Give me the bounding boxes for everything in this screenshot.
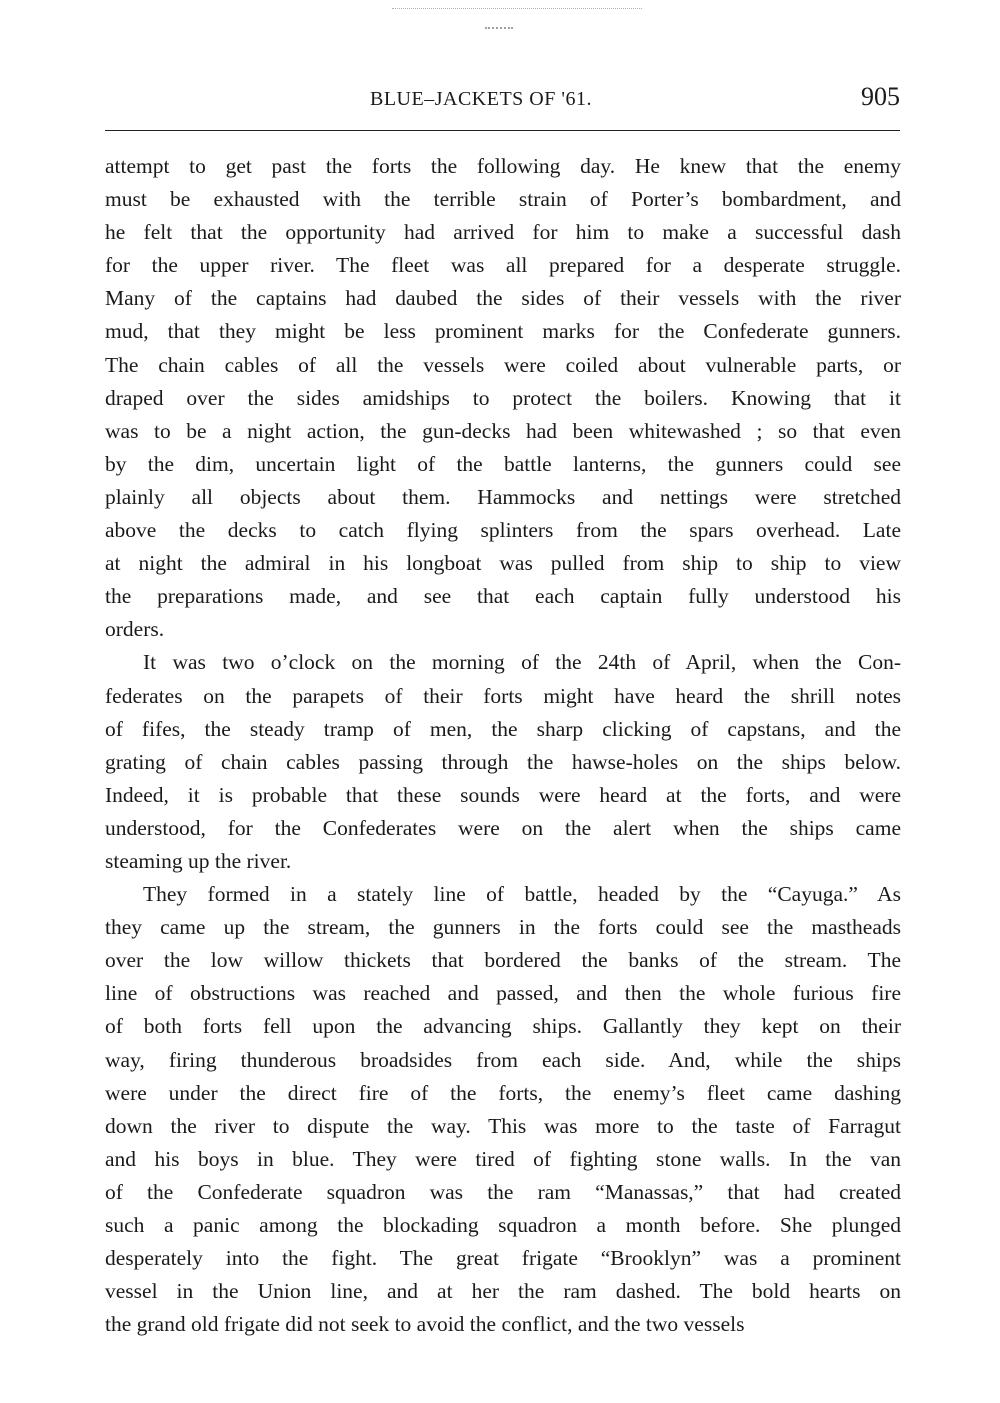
text-line: and his boys in blue. They were tired of fighting stone walls. In the van: [105, 1146, 901, 1171]
text-line: line of obstructions was reached and passed, and then the whole furious fire: [105, 981, 901, 1006]
text-line: desperately into the fight. The great frigate “Brooklyn” was a prominent: [105, 1246, 901, 1271]
text-line: the preparations made, and see that each captain fully understood his: [105, 584, 901, 609]
text-line: of both forts fell upon the advancing ships. Gallantly they kept on their: [105, 1014, 901, 1039]
scan-artifact: [485, 27, 513, 33]
running-head: BLUE–JACKETS OF '61.: [370, 88, 592, 110]
text-line: understood, for the Confederates were on the alert when the ships came: [105, 815, 901, 840]
text-line: he felt that the opportunity had arrived for him to make a successful dash: [105, 220, 901, 245]
text-line: such a panic among the blockading squadron a month before. She plunged: [105, 1213, 901, 1237]
paragraph: [105, 646, 901, 878]
text-line: were under the direct fire of the forts, the enemy’s fleet came dashing: [105, 1080, 901, 1105]
text-line: Indeed, it is probable that these sounds were heard at the forts, and were: [105, 782, 901, 807]
text-line: orders.: [105, 617, 165, 642]
text-line: of fifes, the steady tramp of men, the sharp clicking of capstans, and the: [105, 716, 901, 741]
scan-artifact: [392, 8, 642, 10]
text-line: was to be a night action, the gun-decks had been whitewashed ; so that even: [105, 418, 901, 443]
text-line: the grand old frigate did not seek to avoid the conflict, and the two vessels: [105, 1312, 745, 1337]
body-text: [105, 150, 901, 1341]
text-line: It was two o’clock on the morning of the 24th of April, when the Con-: [143, 650, 901, 675]
text-line: attempt to get past the forts the following day. He knew that the enemy: [105, 154, 901, 178]
text-line: They formed in a stately line of battle, headed by the “Cayuga.” As: [143, 882, 901, 907]
text-line: at night the admiral in his longboat was pulled from ship to ship to view: [105, 551, 901, 576]
paragraph: [105, 878, 901, 1341]
text-line: draped over the sides amidships to protect the boilers. Knowing that it: [105, 385, 901, 410]
text-line: steaming up the river.: [105, 848, 292, 873]
text-line: Many of the captains had daubed the sides of their vessels with the river: [105, 286, 901, 311]
page-header: [105, 80, 900, 120]
text-line: The chain cables of all the vessels were coiled about vulnerable parts, or: [105, 352, 901, 377]
text-line: vessel in the Union line, and at her the ram dashed. The bold hearts on: [105, 1279, 901, 1304]
text-line: plainly all objects about them. Hammocks and nettings were stretched: [105, 484, 901, 509]
paragraph: [105, 150, 901, 646]
text-line: they came up the stream, the gunners in the forts could see the mastheads: [105, 915, 901, 940]
text-line: over the low willow thickets that bordered the banks of the stream. The: [105, 948, 901, 973]
text-line: for the upper river. The fleet was all prepared for a desperate struggle.: [105, 253, 901, 278]
text-line: by the dim, uncertain light of the battle lanterns, the gunners could see: [105, 451, 901, 476]
text-line: federates on the parapets of their forts might have heard the shrill notes: [105, 683, 901, 708]
text-line: mud, that they might be less prominent marks for the Confederate gunners.: [105, 319, 901, 344]
text-line: down the river to dispute the way. This was more to the taste of Farragut: [105, 1113, 901, 1138]
text-line: above the decks to catch flying splinters from the spars overhead. Late: [105, 518, 901, 543]
text-line: way, firing thunderous broadsides from each side. And, while the ships: [105, 1047, 901, 1072]
text-line: grating of chain cables passing through the hawse-holes on the ships below.: [105, 749, 901, 774]
page-number: 905: [861, 82, 900, 111]
text-line: must be exhausted with the terrible strain of Porter’s bombardment, and: [105, 187, 901, 212]
header-rule: [105, 130, 900, 131]
text-line: of the Confederate squadron was the ram “Manassas,” that had created: [105, 1179, 901, 1204]
